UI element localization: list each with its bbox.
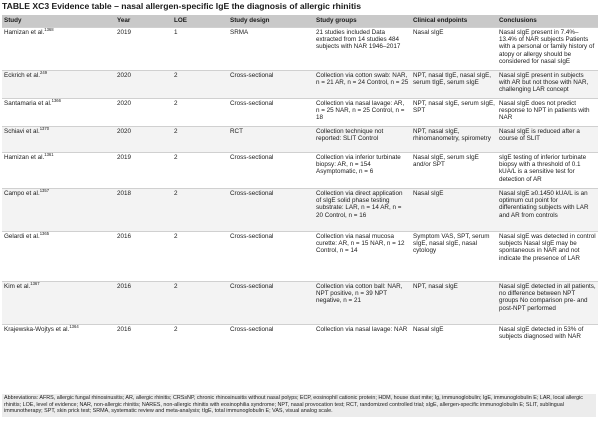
header-study-design: Study design (228, 15, 314, 28)
cell-conclusions: Nasal sIgE present in subjects with AR but not those with NAR, challenging LAR concept (497, 71, 598, 99)
cell-study: Campo et al.$^{1357}$ (2, 189, 115, 232)
table-row (2, 282, 598, 325)
table-row (2, 99, 598, 127)
cell-conclusions: Nasal sIgE was detected in control subjects Nasal sIgE may be spontaneous in NAR and not indicate the presence of LAR (497, 232, 598, 282)
cell-groups: Collection via cotton swab: NAR, n = 21 AR, n = 24 Control, n = 25 (314, 71, 411, 99)
cell-study: Eckrich et al.$^{249}$ (2, 71, 115, 99)
table-row (2, 127, 598, 153)
abbreviations-footnote: Abbreviations: AFRS, allergic fungal rhinosinusitis; AR, allergic rhinitis; CRSsNP, chronic rhinosinusitis without nasal polyps; ECP, eosinophil cationic protein; HDM, house dust mite; Ig, immunoglobulin; IgE, immunoglobulin E; LAR, local allergic rhinitis; LOE, level of evidence; NAR, non-allergic rhinitis; NARES, non-allergic rhinitis with eosinophilia syndrome; NPT, nasal provocation test; RCT, randomized controlled trial; sIgE, allergen-specific immunoglobulin E; SLIT, sublingual immunotherapy; SPT, skin prick test; SRMA, systematic review and meta-analysis; tIgE, total immunoglobulin E; VAS, visual analog scale. (2, 394, 596, 417)
cell-loe: 2 (172, 282, 228, 325)
cell-design: Cross-sectional (228, 232, 314, 282)
cell-endpoints: NPT, nasal sIgE, serum sIgE, SPT (411, 99, 497, 127)
cell-conclusions: Nasal sIgE ≥0.1450 kUA/L is an optimum cut point for differentiating subjects with LAR and AR from controls (497, 189, 598, 232)
cell-study: Hamizan et al.$^{1368}$ (2, 28, 115, 71)
cell-year: 2016 (115, 232, 172, 282)
cell-loe: 1 (172, 28, 228, 71)
cell-conclusions: sIgE testing of inferior turbinate biopsy with a threshold of 0.1 kUA/L is a sensitive test for detection of AR (497, 153, 598, 189)
cell-endpoints: NPT, nasal sIgE, rhinomanometry, spirometry (411, 127, 497, 153)
cell-endpoints: Nasal sIgE (411, 28, 497, 71)
cell-loe: 2 (172, 127, 228, 153)
cell-groups: Collection via nasal lavage: AR, n = 25 NAR, n = 25 Control, n = 18 (314, 99, 411, 127)
table-row (2, 153, 598, 189)
cell-year: 2020 (115, 71, 172, 99)
table-row (2, 232, 598, 282)
table-header-row (2, 15, 598, 28)
table-row (2, 325, 598, 351)
header-year: Year (115, 15, 172, 28)
cell-design: RCT (228, 127, 314, 153)
cell-study: Hamizan et al.$^{1361}$ (2, 153, 115, 189)
cell-study: Kim et al.$^{1367}$ (2, 282, 115, 325)
cell-study: Santamaria et al.$^{1366}$ (2, 99, 115, 127)
cell-study: Gelardi et al.$^{1365}$ (2, 232, 115, 282)
cell-year: 2019 (115, 28, 172, 71)
cell-groups: Collection via inferior turbinate biopsy: AR, n = 154 Asymptomatic, n = 6 (314, 153, 411, 189)
cell-groups: Collection via nasal mucosa curette: AR, n = 15 NAR, n = 12 Control, n = 14 (314, 232, 411, 282)
cell-year: 2019 (115, 153, 172, 189)
header-study: Study (2, 15, 115, 28)
cell-groups: Collection via cotton ball: NAR, NPT positive, n = 39 NPT negative, n = 21 (314, 282, 411, 325)
ref-citation: 1370 (39, 125, 50, 131)
header-conclusions: Conclusions (497, 15, 598, 28)
cell-study: Krajewska-Wojtys et al.$^{1364}$ (2, 325, 115, 351)
cell-conclusions: Nasal sIgE is reduced after a course of SLIT (497, 127, 598, 153)
cell-loe: 2 (172, 99, 228, 127)
ref-citation: 249 (40, 69, 48, 75)
table-row (2, 189, 598, 232)
cell-design: Cross-sectional (228, 325, 314, 351)
cell-endpoints: Nasal sIgE, serum sIgE and/or SPT (411, 153, 497, 189)
cell-conclusions: Nasal sIgE does not predict response to NPT in patients with NAR (497, 99, 598, 127)
header-study-groups: Study groups (314, 15, 411, 28)
cell-groups: Collection technique not reported: SLIT Control (314, 127, 411, 153)
cell-endpoints: Symptom VAS, SPT, serum sIgE, nasal sIgE, nasal cytology (411, 232, 497, 282)
cell-year: 2020 (115, 99, 172, 127)
header-clinical-endpoints: Clinical endpoints (411, 15, 497, 28)
ref-citation: 1367 (30, 280, 40, 286)
cell-loe: 2 (172, 232, 228, 282)
cell-conclusions: Nasal sIgE detected in all patients, no difference between NPT groups No comparison pre- and post-NPT performed (497, 282, 598, 325)
table-title: TABLE XC3 Evidence table – nasal allergen-specific IgE the diagnosis of allergic rhinitis (2, 1, 361, 11)
cell-loe: 2 (172, 325, 228, 351)
cell-design: Cross-sectional (228, 71, 314, 99)
table-row (2, 28, 598, 71)
cell-endpoints: Nasal sIgE (411, 325, 497, 351)
cell-loe: 2 (172, 189, 228, 232)
ref-citation: 1366 (51, 97, 61, 103)
cell-conclusions: Nasal sIgE detected in 53% of subjects diagnosed with NAR (497, 325, 598, 351)
ref-citation: 1365 (39, 230, 50, 236)
ref-citation: 1361 (44, 151, 54, 157)
cell-groups: Collection via direct application of sIgE solid phase testing substrate: LAR, n = 14 AR, n = 20 Control, n = 16 (314, 189, 411, 232)
cell-groups: 21 studies included Data extracted from 14 studies 484 subjects with NAR 1946–2017 (314, 28, 411, 71)
cell-loe: 2 (172, 153, 228, 189)
cell-year: 2016 (115, 282, 172, 325)
cell-year: 2016 (115, 325, 172, 351)
cell-groups: Collection via nasal lavage: NAR (314, 325, 411, 351)
cell-design: Cross-sectional (228, 189, 314, 232)
cell-year: 2020 (115, 127, 172, 153)
table-row (2, 71, 598, 99)
cell-study: Schiavi et al.$^{1370}$ (2, 127, 115, 153)
cell-design: Cross-sectional (228, 153, 314, 189)
cell-design: SRMA (228, 28, 314, 71)
cell-endpoints: NPT, nasal sIgE (411, 282, 497, 325)
header-loe: LOE (172, 15, 228, 28)
cell-design: Cross-sectional (228, 99, 314, 127)
evidence-table (2, 15, 598, 351)
cell-endpoints: Nasal sIgE (411, 189, 497, 232)
cell-conclusions: Nasal sIgE present in 7.4%–13.4% of NAR subjects Patients with a personal or family history of atopy or allergy should be considered for nasal sIgE (497, 28, 598, 71)
ref-citation: 1357 (39, 187, 50, 193)
ref-citation: 1368 (44, 26, 54, 32)
cell-endpoints: NPT, nasal tIgE, nasal sIgE, serum tIgE, serum sIgE (411, 71, 497, 99)
ref-citation: 1364 (69, 323, 79, 329)
cell-design: Cross-sectional (228, 282, 314, 325)
cell-loe: 2 (172, 71, 228, 99)
cell-year: 2018 (115, 189, 172, 232)
